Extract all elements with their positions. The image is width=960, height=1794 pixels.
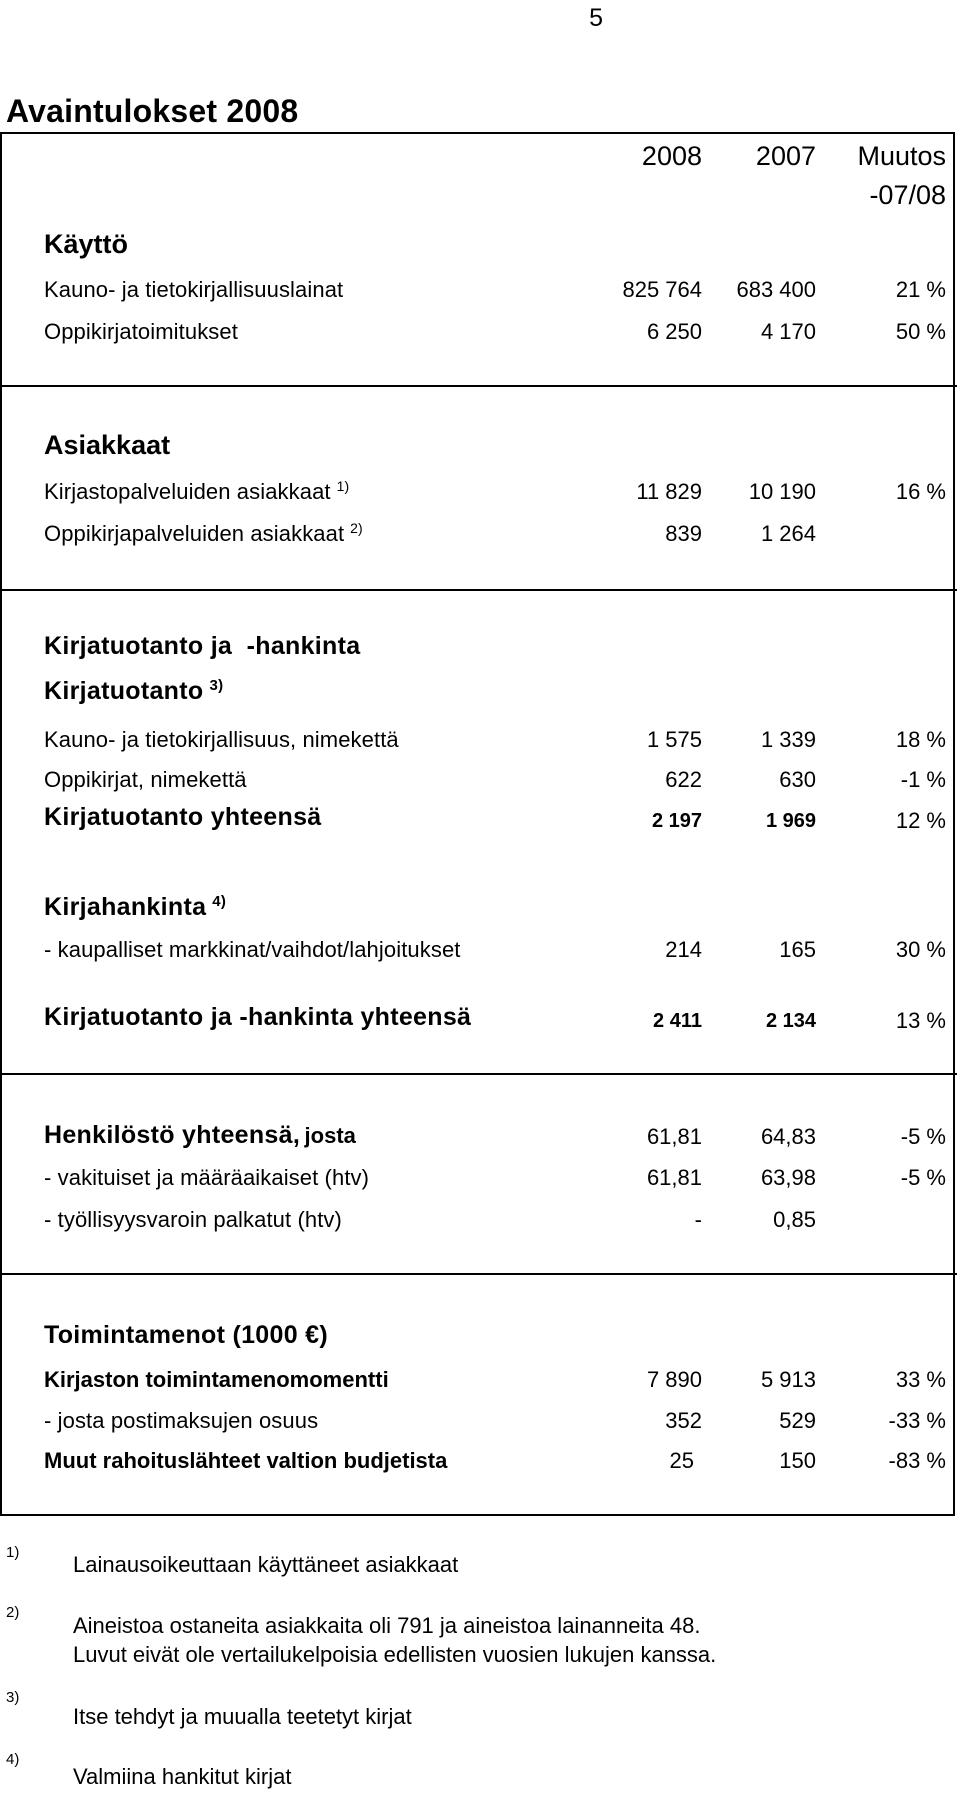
value-change: 16 % <box>895 479 946 504</box>
value-change: 50 % <box>895 319 946 344</box>
row-label: Oppikirjat, nimekettä <box>44 767 247 792</box>
section-divider <box>2 1273 957 1275</box>
value-2008: 61,81 <box>646 1165 702 1190</box>
page-number: 5 <box>589 4 603 32</box>
subheading-kirjahankinta <box>44 893 226 922</box>
section-divider <box>2 1073 957 1075</box>
value-change: -1 % <box>900 767 946 792</box>
value-change: -5 % <box>900 1165 946 1190</box>
footnote-mark: 1) <box>6 1544 20 1561</box>
value-change: 21 % <box>895 277 946 302</box>
value-2007: 10 190 <box>748 479 816 504</box>
section-heading-kaytto: Käyttö <box>44 229 129 259</box>
value-2008: 61,81 <box>646 1124 702 1149</box>
footnote-text: Itse tehdyt ja muualla teetetyt kirjat <box>73 1704 412 1729</box>
value-change: -5 % <box>900 1124 946 1149</box>
value-change: 30 % <box>895 937 946 962</box>
footnote-ref: 3) <box>209 676 224 694</box>
footnote-mark: 2) <box>6 1604 20 1621</box>
total-2008: 2 197 <box>651 810 702 832</box>
value-2008: 7 890 <box>646 1367 702 1392</box>
footnote-mark: 4) <box>6 1751 20 1768</box>
row-label: - vakituiset ja määräaikaiset (htv) <box>44 1165 370 1190</box>
footnote-mark: 3) <box>6 1689 20 1706</box>
grand-total-2007: 2 134 <box>765 1010 816 1032</box>
value-2008: 352 <box>665 1408 702 1433</box>
value-2008: 825 764 <box>622 277 702 302</box>
footnote-ref: 1) <box>336 477 350 494</box>
total-label: Kirjatuotanto yhteensä <box>44 803 322 831</box>
column-header-change-period: -07/08 <box>869 180 946 210</box>
column-header-2008: 2008 <box>641 141 702 171</box>
value-2007: 630 <box>779 767 816 792</box>
value-2007: 1 264 <box>760 521 816 546</box>
grand-total-2008: 2 411 <box>653 1010 702 1032</box>
row-label: - josta postimaksujen osuus <box>44 1408 319 1433</box>
footnote-text: Aineistoa ostaneita asiakkaita oli 791 ja aineistoa lainanneita 48. <box>73 1613 701 1638</box>
total-change: 12 % <box>895 808 946 833</box>
footnote-text: Lainausoikeuttaan käyttäneet asiakkaat <box>73 1552 459 1577</box>
footnote-text: Luvut eivät ole vertailukelpoisia edellisten vuosien lukujen kanssa. <box>73 1642 717 1667</box>
row-label-text: Oppikirjapalveluiden asiakkaat <box>44 521 345 546</box>
value-change: 18 % <box>895 727 946 752</box>
value-change: -33 % <box>888 1408 946 1433</box>
row-label: Kirjaston toimintamenomomentti <box>44 1367 389 1392</box>
column-header-2007: 2007 <box>755 141 816 171</box>
value-change: -83 % <box>888 1448 946 1473</box>
total-2007: 1 969 <box>765 810 816 832</box>
heading-text: Henkilöstö yhteensä, <box>44 1121 301 1149</box>
section-divider <box>2 385 957 387</box>
section-heading-toimintamenot: Toimintamenot (1000 €) <box>44 1321 328 1349</box>
value-2008: 25 <box>669 1448 694 1473</box>
value-2008: 622 <box>665 767 702 792</box>
section-heading-asiakkaat: Asiakkaat <box>44 430 171 460</box>
value-2007: 529 <box>779 1408 816 1433</box>
row-label <box>44 521 363 547</box>
column-header-change: Muutos <box>857 141 946 171</box>
value-2007: 165 <box>779 937 816 962</box>
footnote-ref: 2) <box>350 519 363 536</box>
value-2007: 63,98 <box>760 1165 816 1190</box>
grand-total-label: Kirjatuotanto ja -hankinta yhteensä <box>44 1003 472 1031</box>
value-2008: 839 <box>665 521 702 546</box>
row-label: Muut rahoituslähteet valtion budjetista <box>44 1448 448 1473</box>
footnote-ref: 4) <box>212 892 227 910</box>
value-2007: 5 913 <box>760 1367 816 1392</box>
value-2007: 150 <box>779 1448 816 1473</box>
row-label: - kaupalliset markkinat/vaihdot/lahjoitukset <box>44 937 461 962</box>
row-label-text: Kirjastopalveluiden asiakkaat <box>44 479 331 504</box>
row-label: Oppikirjatoimitukset <box>44 319 238 344</box>
value-change: 33 % <box>895 1367 946 1392</box>
row-label: Kauno- ja tietokirjallisuus, nimekettä <box>44 727 399 752</box>
value-2008: 6 250 <box>646 319 702 344</box>
section-divider <box>2 589 957 591</box>
row-label: - työllisyysvaroin palkatut (htv) <box>44 1207 342 1232</box>
section-heading-henkilosto <box>44 1121 356 1150</box>
grand-total-change: 13 % <box>895 1008 946 1033</box>
value-2007: 64,83 <box>760 1124 816 1149</box>
value-2008: 214 <box>665 937 702 962</box>
value-2008: 1 575 <box>646 727 702 752</box>
page-title: Avaintulokset 2008 <box>6 93 299 129</box>
footnote-text: Valmiina hankitut kirjat <box>73 1764 292 1789</box>
value-2007: 0,85 <box>773 1207 816 1232</box>
value-2007: 4 170 <box>760 319 816 344</box>
subheading-kirjatuotanto <box>44 677 223 706</box>
subheading-text: Kirjahankinta <box>44 893 207 921</box>
value-2008: 11 829 <box>636 479 702 504</box>
section-heading-kirjatuotanto: Kirjatuotanto ja -hankinta <box>44 632 361 660</box>
subheading-text: Kirjatuotanto <box>44 677 204 705</box>
value-2007: 683 400 <box>736 277 816 302</box>
value-2008: - <box>694 1207 702 1232</box>
row-label: Kauno- ja tietokirjallisuuslainat <box>44 277 344 302</box>
row-label <box>44 479 349 505</box>
value-2007: 1 339 <box>760 727 816 752</box>
heading-suffix: josta <box>304 1123 356 1148</box>
